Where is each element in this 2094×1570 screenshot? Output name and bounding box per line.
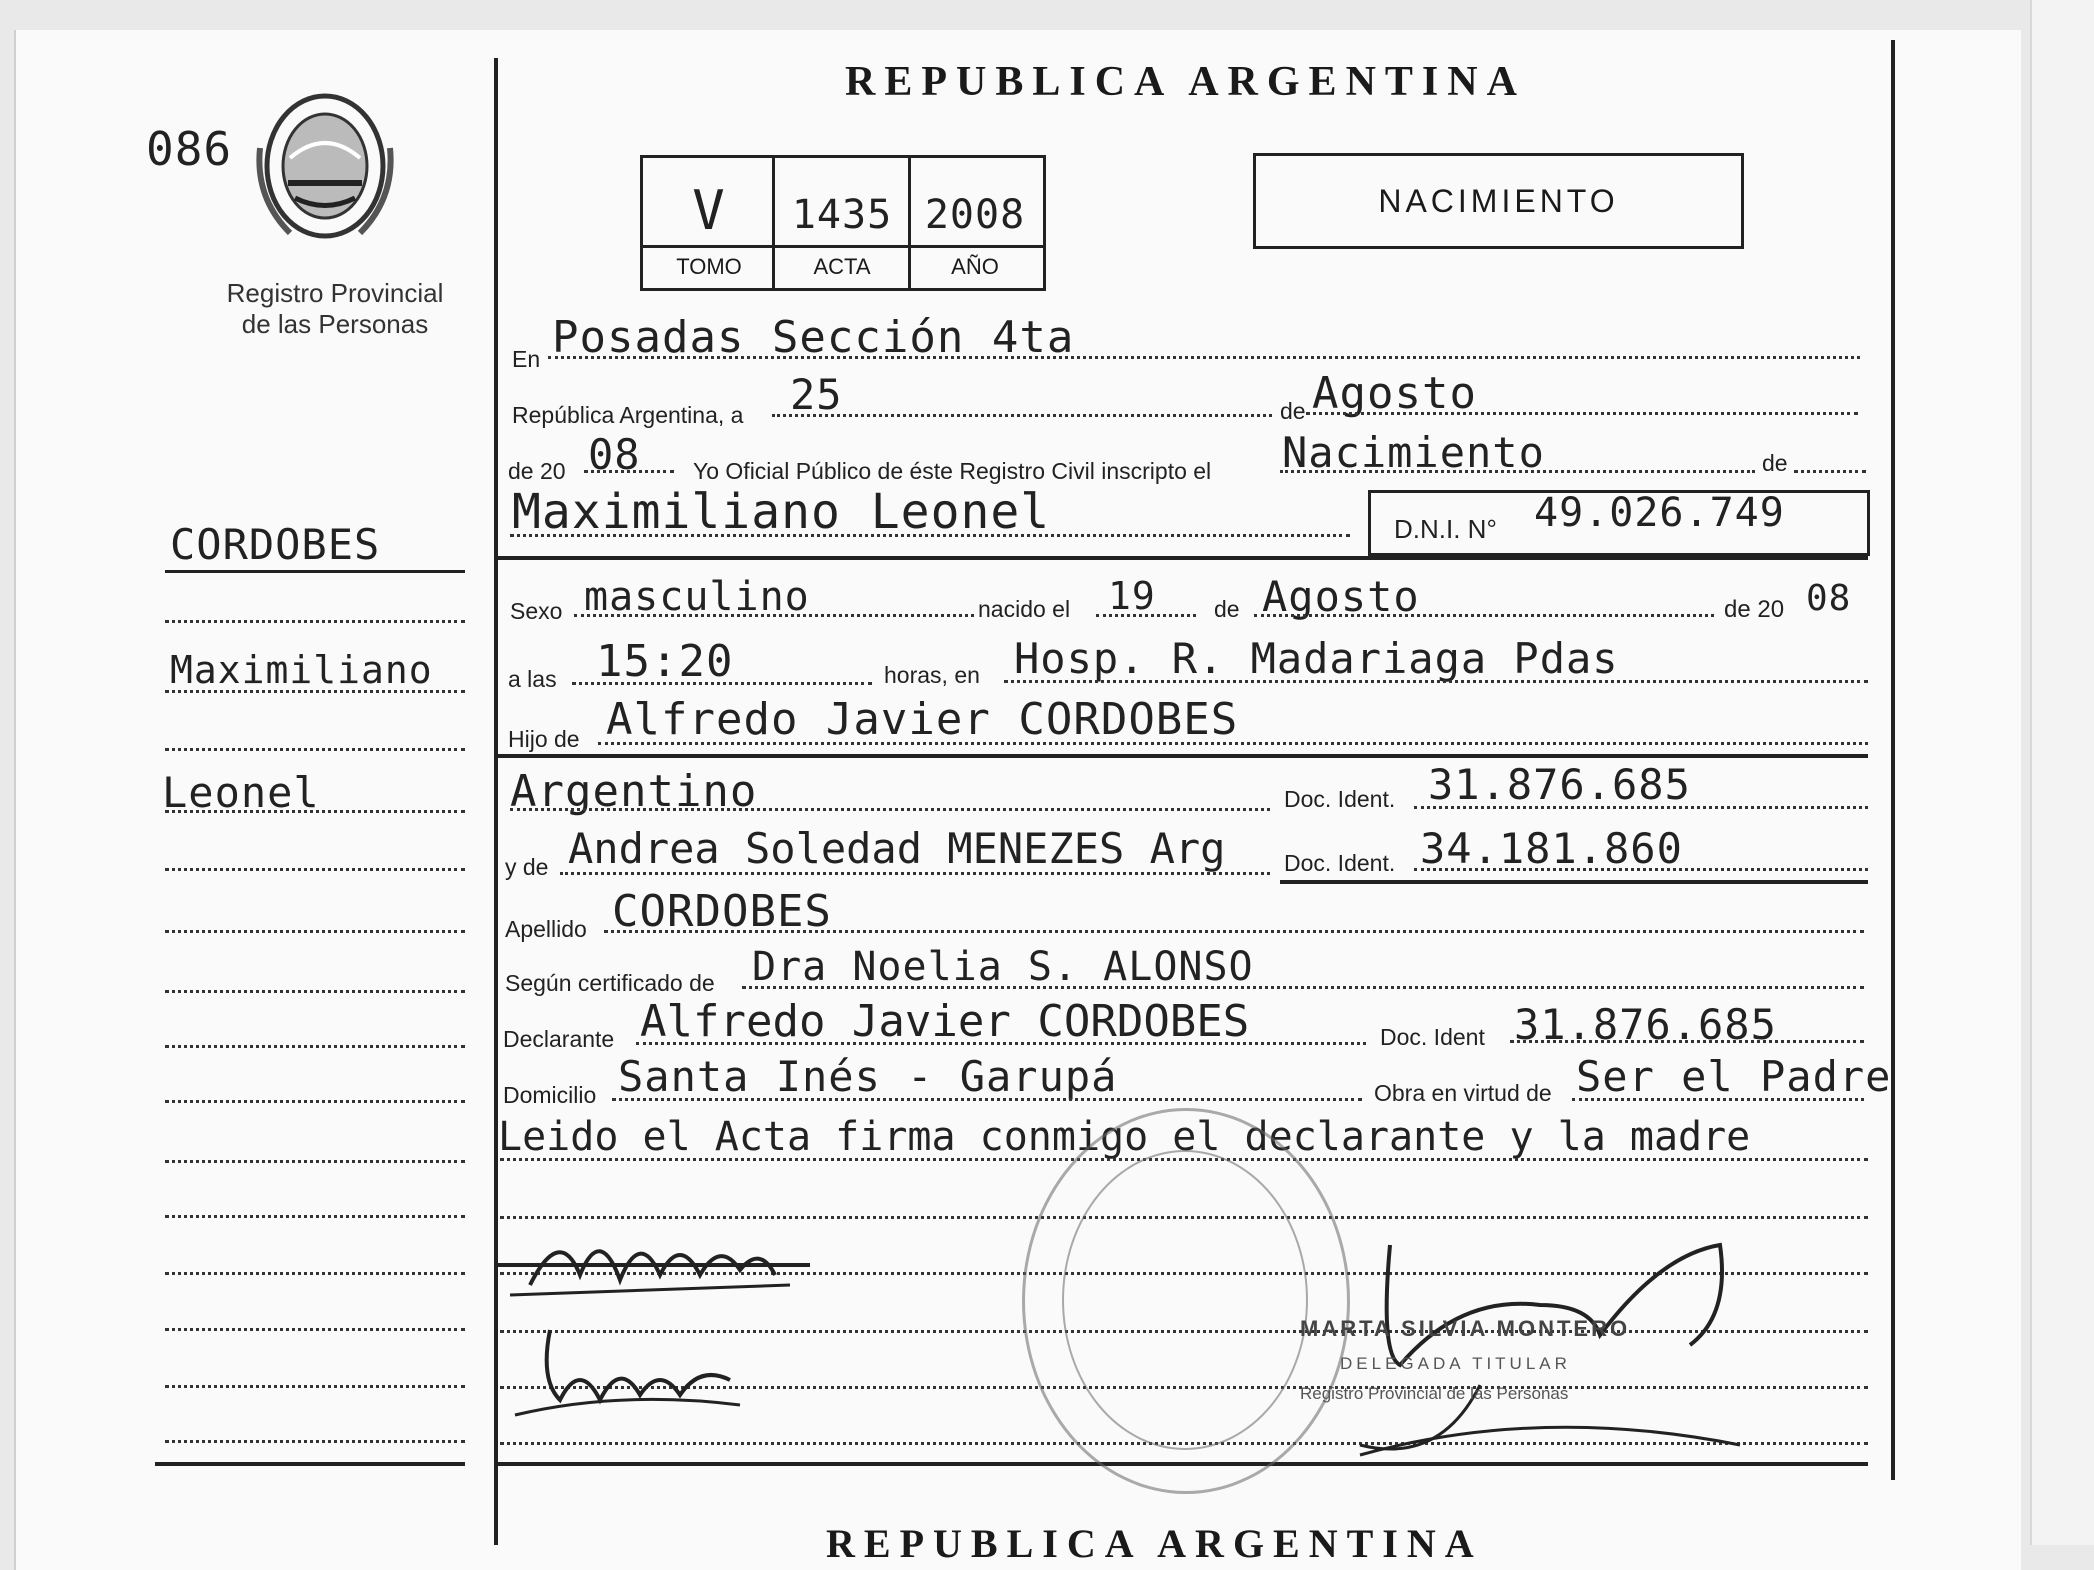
value-day: 25 (790, 370, 843, 419)
field-line (1794, 470, 1866, 473)
value-surname: CORDOBES (612, 886, 832, 937)
label-domicilio: Domicilio (503, 1082, 597, 1108)
bottom-page-title: REPUBLICA ARGENTINA (826, 1521, 1483, 1566)
label-y-de: y de (505, 854, 549, 880)
value-capacity: Ser el Padre (1576, 1052, 1892, 1101)
label-sexo: Sexo (510, 598, 563, 624)
value-father: Alfredo Javier CORDOBES (606, 694, 1239, 745)
margin-line (165, 1100, 465, 1103)
field-line (1096, 614, 1196, 617)
margin-surname: CORDOBES (170, 520, 381, 569)
field-line (742, 986, 1864, 989)
margin-first-name: Maximiliano (170, 648, 433, 692)
label-en: En (512, 346, 541, 372)
label-year-prefix-2: de 20 (1724, 596, 1785, 623)
label-year-prefix: de 20 (508, 458, 566, 484)
value-certificate: Dra Noelia S. ALONSO (752, 944, 1254, 990)
section-rule (498, 556, 1868, 560)
anio-value: 2008 (924, 192, 1026, 238)
margin-line (165, 1045, 465, 1048)
registry-line-1: Registro Provincial (226, 278, 444, 308)
field-line (1254, 614, 1714, 617)
label-apellido: Apellido (505, 916, 587, 942)
right-frame-line (1891, 40, 1895, 1480)
field-line (598, 742, 1868, 745)
label-doc-ident-3: Doc. Ident (1380, 1024, 1485, 1050)
label-declarante: Declarante (503, 1026, 615, 1052)
registry-name (190, 278, 480, 340)
value-child-name: Maximiliano Leonel (512, 484, 1051, 540)
book-edge (2030, 0, 2094, 1545)
field-line (636, 1042, 1366, 1045)
margin-line (165, 1440, 465, 1443)
value-father-nationality: Argentino (510, 766, 758, 817)
label-dni: D.N.I. N° (1394, 514, 1497, 544)
label-horas-en: horas, en (884, 662, 980, 688)
field-line (612, 1098, 1362, 1101)
value-mother: Andrea Soledad MENEZES Arg (568, 824, 1226, 873)
label-obra: Obra en virtud de (1374, 1080, 1552, 1106)
label-hijo-de: Hijo de (508, 726, 580, 752)
label-nacido: nacido el (978, 596, 1071, 622)
field-line (560, 872, 1270, 875)
margin-middle-name: Leonel (162, 768, 320, 817)
value-dni: 49.026.749 (1534, 490, 1785, 536)
field-line (1414, 868, 1868, 871)
declarant-signature-icon (490, 1215, 820, 1320)
record-type-box: NACIMIENTO (1253, 153, 1744, 249)
value-declarant: Alfredo Javier CORDOBES (640, 996, 1250, 1047)
stamp-role: DELEGADA TITULAR (1340, 1354, 1571, 1373)
registry-line-2: de las Personas (241, 309, 429, 339)
margin-line (165, 930, 465, 933)
value-sex: masculino (584, 574, 810, 620)
label-de: de (1280, 398, 1306, 424)
margin-line (165, 748, 465, 751)
folio-number: 086 (146, 122, 233, 176)
field-line (1510, 1040, 1864, 1043)
value-mother-doc: 34.181.860 (1420, 824, 1683, 873)
value-birth-time: 15:20 (596, 636, 734, 687)
field-line (572, 682, 872, 685)
misiones-emblem-icon (250, 88, 400, 248)
tomo-label: TOMO (676, 254, 742, 279)
value-registered-as: Nacimiento (1282, 428, 1545, 477)
field-line (574, 614, 974, 617)
acta-value: 1435 (791, 192, 893, 238)
anio-label: AÑO (951, 254, 999, 279)
field-line (510, 808, 1270, 811)
section-rule (1280, 880, 1868, 884)
field-line (1280, 470, 1755, 473)
margin-line (165, 1160, 465, 1163)
label-oficial: Yo Oficial Público de éste Registro Civil inscripto el (693, 458, 1212, 484)
label-alas: a las (508, 666, 557, 692)
value-address: Santa Inés - Garupá (618, 1052, 1118, 1101)
mother-signature-icon (500, 1320, 760, 1435)
margin-bottom-rule (155, 1462, 465, 1466)
margin-line (165, 1272, 465, 1275)
margin-line (165, 1328, 465, 1331)
field-line (1572, 1098, 1864, 1101)
margin-line (165, 1215, 465, 1218)
field-line (548, 356, 1860, 359)
margin-line (165, 620, 465, 623)
field-line (604, 930, 1864, 933)
value-birth-month: Agosto (1262, 572, 1420, 621)
value-closing-statement: Leido el Acta firma conmigo el declarante y la madre (498, 1114, 1751, 1160)
official-seal-inner (1062, 1150, 1308, 1450)
stamp-name: MARTA SILVIA MONTERO (1300, 1316, 1631, 1341)
stamp-office: Registro Provincial de las Personas (1300, 1384, 1569, 1403)
section-rule (498, 754, 1868, 758)
label-date-intro: República Argentina, a (512, 402, 744, 428)
value-birth-place: Hosp. R. Madariaga Pdas (1014, 634, 1619, 683)
value-place: Posadas Sección 4ta (552, 312, 1075, 363)
margin-line (165, 690, 465, 693)
left-frame-line (494, 58, 498, 1545)
field-line (1306, 412, 1858, 415)
value-birth-day: 19 (1108, 574, 1156, 618)
margin-line (165, 990, 465, 993)
margin-line (165, 1385, 465, 1388)
value-month: Agosto (1312, 368, 1477, 419)
label-doc-ident-2: Doc. Ident. (1284, 850, 1396, 876)
page-title: REPUBLICA ARGENTINA (845, 59, 1526, 105)
label-doc-ident: Doc. Ident. (1284, 786, 1396, 812)
field-line (1414, 806, 1868, 809)
field-line (510, 534, 1350, 537)
value-father-doc: 31.876.685 (1428, 760, 1691, 809)
value-declarant-doc: 31.876.685 (1514, 1000, 1777, 1049)
field-line (584, 470, 674, 473)
label-de-2: de (1762, 450, 1788, 476)
field-line (1004, 680, 1868, 683)
tomo-value: V (692, 178, 726, 242)
margin-line (165, 810, 465, 813)
acta-label: ACTA (813, 254, 871, 279)
value-birth-year: 08 (1806, 578, 1852, 619)
label-de-3: de (1214, 596, 1240, 622)
field-line (772, 414, 1272, 417)
label-segun: Según certificado de (505, 970, 715, 996)
margin-rule (165, 570, 465, 573)
value-year: 08 (588, 430, 641, 479)
margin-line (165, 868, 465, 871)
